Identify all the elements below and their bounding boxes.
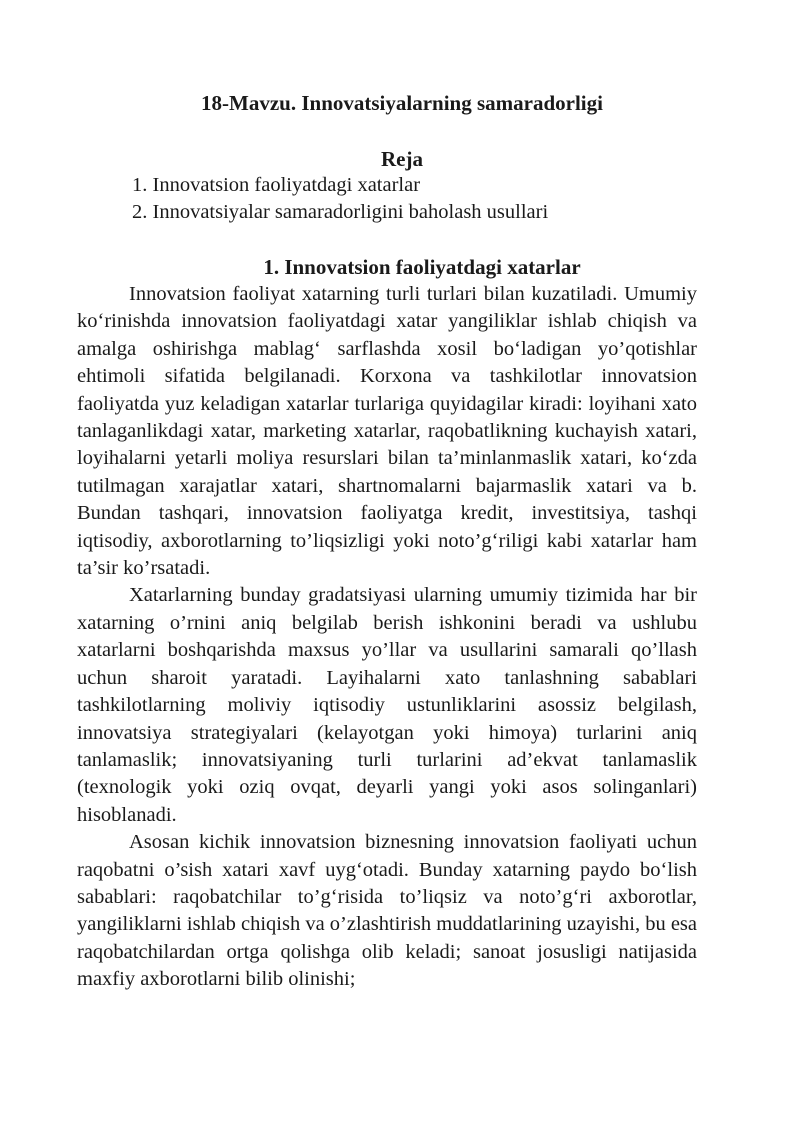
section-heading: 1. Innovatsion faoliyatdagi xatarlar — [263, 255, 581, 279]
body-paragraph: Asosan kichik innovatsion biznesning innovatsion faoliyati uchun raqobatni o’sish xatari xavf uyg‘otadi. Bunday xatarning paydo bo‘lish sabablari: raqobatchilar to’g‘risida to’liqsiz va noto’g‘ri axborotlar, yangiliklarni ishlab chiqish va o’zlashtirish muddatlarining uzayishi, bu esa raqobatchilardan ortga qolishga olib keladi; sanoat josusligi natijasida maxfiy axborotlarni bilib olinishi; — [77, 831, 697, 991]
body-paragraph: Innovatsion faoliyat xatarning turli turlari bilan kuzatiladi. Umumiy ko‘rinishda innovatsion faoliyatdagi xatar yangiliklar ishlab chiqish va amalga oshirishga mablag‘ sarflashda xosil bo‘ladigan yo’qotishlar ehtimoli sifatida belgilanadi. Korxona va tashkilotlar innovatsion faoliyatda yuz keladigan xatarlar turlariga quyidagilar kiradi: loyihani xato tanlaganlikdagi xatar, marketing xatarlar, raqobatlikning kuchayish xatari, loyihalarni yetarli moliya resurslari bilan ta’minlanmaslik xatari, ko‘zda tutilmagan xarajatlar xatari, shartnomalarni bajarmaslik xatari va b. Bundan tashqari, innovatsion faoliyatga kredit, investitsiya, tashqi iqtisodiy, axborotlarning to’liqsizligi yoki noto’g‘riligi kabi xatarlar ham ta’sir ko’rsatadi. — [77, 283, 697, 580]
document-page — [77, 90, 697, 994]
plan-item: 2. Innovatsiyalar samaradorligini baholash usullari — [132, 201, 549, 223]
document-title: 18-Mavzu. Innovatsiyalarning samaradorligi — [201, 91, 603, 115]
body-paragraph: Xatarlarning bunday gradatsiyasi ularning umumiy tizimida har bir xatarning o’rnini aniq belgilab berish ishkonini beradi va ushlubu xatarlarni boshqarishda maxsus yo’llar va usullarini samarali qo’llash uchun sharoit yaratadi. Layihalarni xato tanlashning sabablari tashkilotlarning moliviy iqtisodiy ustunliklarini asossiz belgilash, innovatsiya strategiyalari (kelayotgan yoki himoya) turlarini aniq tanlamaslik; innovatsiyaning turli turlarini ad’ekvat tanlamaslik (texnologik yoki oziq ovqat, deyarli yangi yoki asos solinganlari) hisoblanadi. — [77, 584, 697, 826]
plan-heading: Reja — [381, 147, 423, 171]
plan-item: 1. Innovatsion faoliyatdagi xatarlar — [132, 174, 421, 196]
plan-list — [77, 172, 697, 226]
